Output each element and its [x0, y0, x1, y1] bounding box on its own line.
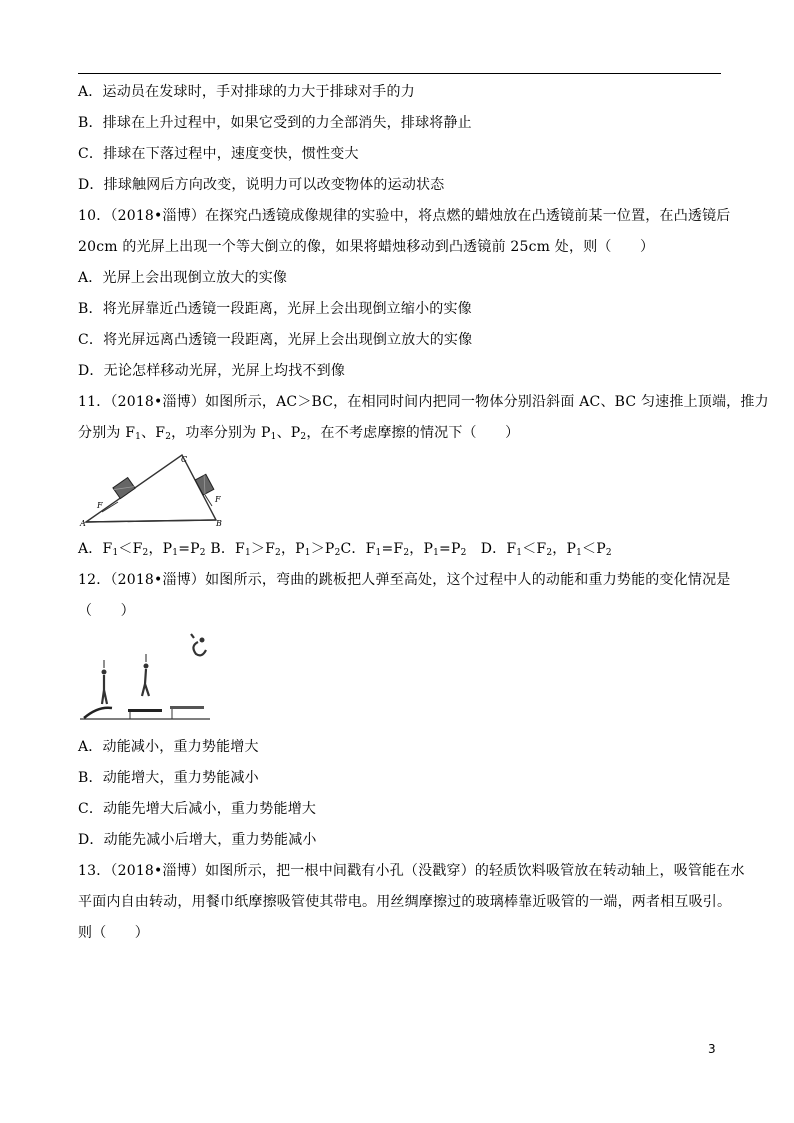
q13-stem-line1: 13．（2018•淄博）如图所示，把一根中间戳有小孔（没戳穿）的轻质饮料吸管放在转动轴上，吸管能在水 [78, 863, 745, 879]
q10-option-b: B．将光屏靠近凸透镜一段距离，光屏上会出现倒立缩小的实像 [78, 301, 472, 317]
q9-option-d: D．排球触网后方向改变，说明力可以改变物体的运动状态 [78, 177, 445, 193]
block-on-ac [113, 478, 135, 499]
q9-option-b: B．排球在上升过程中，如果它受到的力全部消失，排球将静止 [78, 115, 472, 131]
jumper-figure-3 [191, 634, 206, 655]
force-f1-arrow [102, 502, 118, 512]
q11-stem-line1: 11．（2018•淄博）如图所示，AC＞BC，在相同时间内把同一物体分别沿斜面 AC、BC 匀速推上顶端，推力 [78, 394, 769, 410]
base-line [86, 520, 216, 522]
label-f1: F [97, 501, 103, 510]
q11-options: A．$F_1<F_2$，$P_1=P_2$ B．$F_1>F_2$，$P_1>P_2C$．$F_1=F_2$，$P_1=P_2$ D．$F_1<F_2$，$P_1<P_2$ [78, 541, 612, 558]
q10-stem-line1: 10．（2018•淄博）在探究凸透镜成像规律的实验中，将点燃的蜡烛放在凸透镜前某一位置，在凸透镜后 [78, 208, 731, 224]
springboard-figure [78, 632, 212, 720]
q10-option-c: C．将光屏远离凸透镜一段距离，光屏上会出现倒立放大的实像 [78, 332, 473, 348]
flat-board-2 [170, 706, 204, 709]
q9-option-c: C．排球在下落过程中，速度变快，惯性变大 [78, 146, 359, 162]
q10-option-d: D．无论怎样移动光屏，光屏上均找不到像 [78, 363, 346, 379]
q12-option-c: C．动能先增大后减小，重力势能增大 [78, 801, 317, 817]
label-f2: F [215, 495, 221, 504]
q12-stem-line1: 12．（2018•淄博）如图所示，弯曲的跳板把人弹至高处，这个过程中人的动能和重力势能的变化情况是 [78, 572, 731, 588]
flat-board-1 [128, 709, 162, 712]
label-a: A [80, 519, 86, 528]
header-rule [78, 73, 721, 74]
q13-stem-line3: 则（ ） [78, 925, 149, 941]
q10-stem-line2: 20cm 的光屏上出现一个等大倒立的像，如果将蜡烛移动到凸透镜前 25cm 处，则（ ） [78, 239, 655, 255]
page-number: 3 [708, 1042, 716, 1056]
block-on-bc [195, 474, 214, 495]
bent-board [84, 708, 112, 718]
q11-stem-line2: 分别为 $F_1$、$F_2$，功率分别为 $P_1$、$P_2$，在不考虑摩擦的情况下（ ） [78, 425, 520, 442]
q13-stem-line2: 平面内自由转动，用餐巾纸摩擦吸管使其带电。用丝绸摩擦过的玻璃棒靠近吸管的一端，两者相互吸引。 [78, 894, 732, 910]
label-c: C [181, 455, 188, 464]
jumper-figure-1 [102, 660, 108, 704]
q12-stem-line2: （ ） [78, 603, 135, 619]
q12-option-b: B．动能增大，重力势能减小 [78, 770, 259, 786]
q9-option-a: A．运动员在发球时，手对排球的力大于排球对手的力 [78, 84, 415, 100]
q10-option-a: A．光屏上会出现倒立放大的实像 [78, 270, 288, 286]
q12-option-d: D．动能先减小后增大，重力势能减小 [78, 832, 317, 848]
jumper-figure-2 [142, 654, 149, 696]
label-b: B [216, 519, 222, 528]
triangle-abc [86, 455, 216, 522]
q12-option-a: A．动能减小，重力势能增大 [78, 739, 259, 755]
incline-figure [78, 452, 228, 528]
